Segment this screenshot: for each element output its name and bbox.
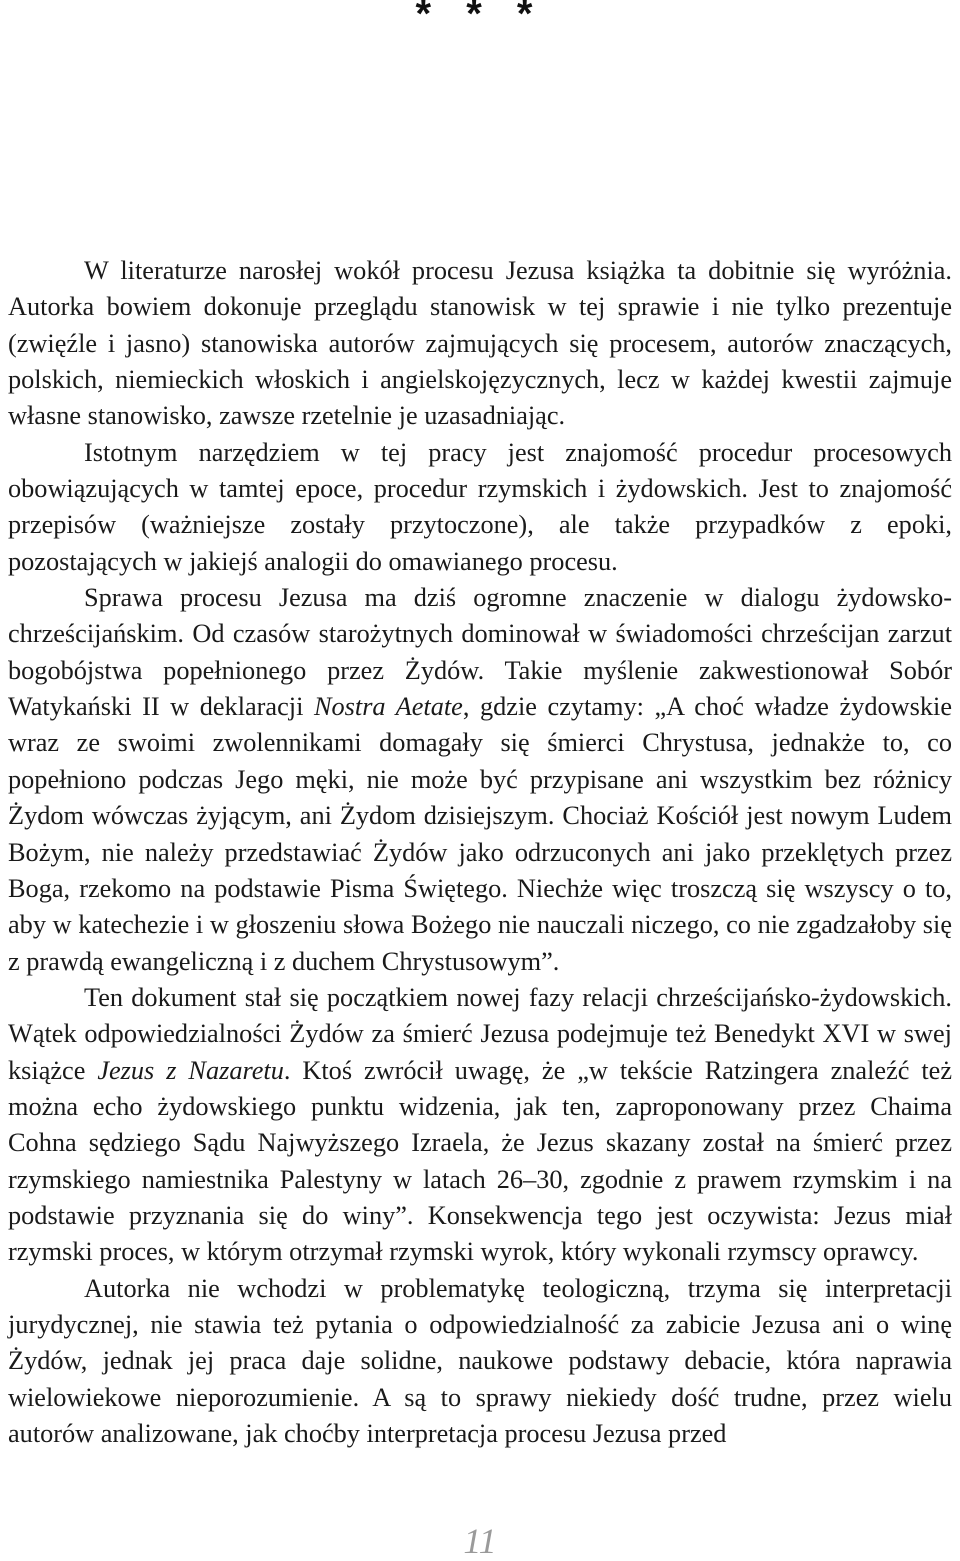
paragraph-3-text-after: , gdzie czytamy: „A choć władze żydowskie wraz ze swoimi zwolennikami domagały się śmierci Chrystusa, jednakże to, co popełniono podczas Jego męki, nie może być przypisane ani wszystkim bez różnicy Żydom wówczas żyjącym, ani Żydom dzisiejszym. Chociaż Kościół jest nowym Ludem Bożym, nie należy przedstawiać Żydów jako odrzuconych ani jako przeklętych przez Boga, rzekomo na podstawie Pisma Świętego. Niechże więc troszczą się wszyscy o to, aby w katechezie i w głoszeniu słowa Bożego nie nauczali niczego, co nie zgadzałoby się z prawdą ewangeliczną i z duchem Chrystusowym”. — [8, 692, 952, 976]
italic-title-nostra-aetate: Nostra Aetate — [313, 692, 463, 722]
paragraph-2: Istotnym narzędziem w tej pracy jest znajomość procedur procesowych obowiązujących w tamtej epoce, procedur rzymskich i żydowskich. Jest to znajomość przepisów (ważniejsze zostały przytoczone), ale także przypadków z epoki, pozostających w jakiejś analogii do omawianego procesu. — [8, 437, 952, 576]
paragraph-4-text-after: . Ktoś zwrócił uwagę, że „w tekście Ratzingera znaleźć też można echo żydowskiego punktu widzenia, jak ten, zaproponowany przez Chaima Cohna sędziego Sądu Najwyższego Izraela, że Jezus skazany został na śmierć przez rzymskiego namiestnika Palestyny w latach 26–30, zgodnie z prawem rzymskim i na podstawie przyznania się do winy”. Konsekwencja tego jest oczywista: Jezus miał rzymski proces, w którym otrzymał rzymski wyrok, który wykonali rzymscy oprawcy. — [8, 1055, 953, 1267]
body-text — [8, 253, 952, 1452]
paragraph-3 — [8, 580, 952, 980]
paragraph-1: W literaturze narosłej wokół procesu Jezusa książka ta dobitnie się wyróżnia. Autorka bowiem dokonuje przeglądu stanowisk w tej sprawie i nie tylko prezentuje (zwięźle i jasno) stanowiska autorów zajmujących się procesem, autorów znaczących, polskich, niemieckich włoskich i angielskojęzycznych, lecz w każdej kwestii zajmuje własne stanowisko, zawsze rzetelnie je uzasadniając. — [8, 256, 952, 431]
paragraph-5: Autorka nie wchodzi w problematykę teologiczną, trzyma się interpretacji jurydycznej, nie stawia też pytania o odpowiedzialność za zabicie Jezusa ani o winę Żydów, jednak jej praca daje solidne, naukowe podstawy debacie, która naprawia wielowiekowe nieporozumienie. A są to sprawy niekiedy dość trudne, przez wielu autorów analizowane, jak choćby interpretacja procesu Jezusa przed — [8, 1273, 952, 1448]
paragraph-3-text-before: Sprawa procesu Jezusa ma dziś ogromne znaczenie w dialogu żydowsko-chrześcijańskim. Od czasów starożytnych dominował w świadomości chrześcijan zarzut bogobójstwa popełnionego przez Żydów. Takie myślenie zakwestionował Sobór Watykański II w deklaracji — [8, 583, 952, 722]
page-number: 11 — [463, 1521, 497, 1561]
italic-title-jezus-z-nazaretu: Jezus z Nazaretu — [97, 1055, 284, 1085]
paragraph-4 — [8, 980, 952, 1271]
paragraph-4-text-before: Ten dokument stał się początkiem nowej fazy relacji chrześcijańsko-żydowskich. Wątek odpowiedzialności Żydów za śmierć Jezusa podejmuje też Benedykt XVI w swej książce — [8, 982, 952, 1085]
section-ornament: * * * — [415, 0, 545, 36]
